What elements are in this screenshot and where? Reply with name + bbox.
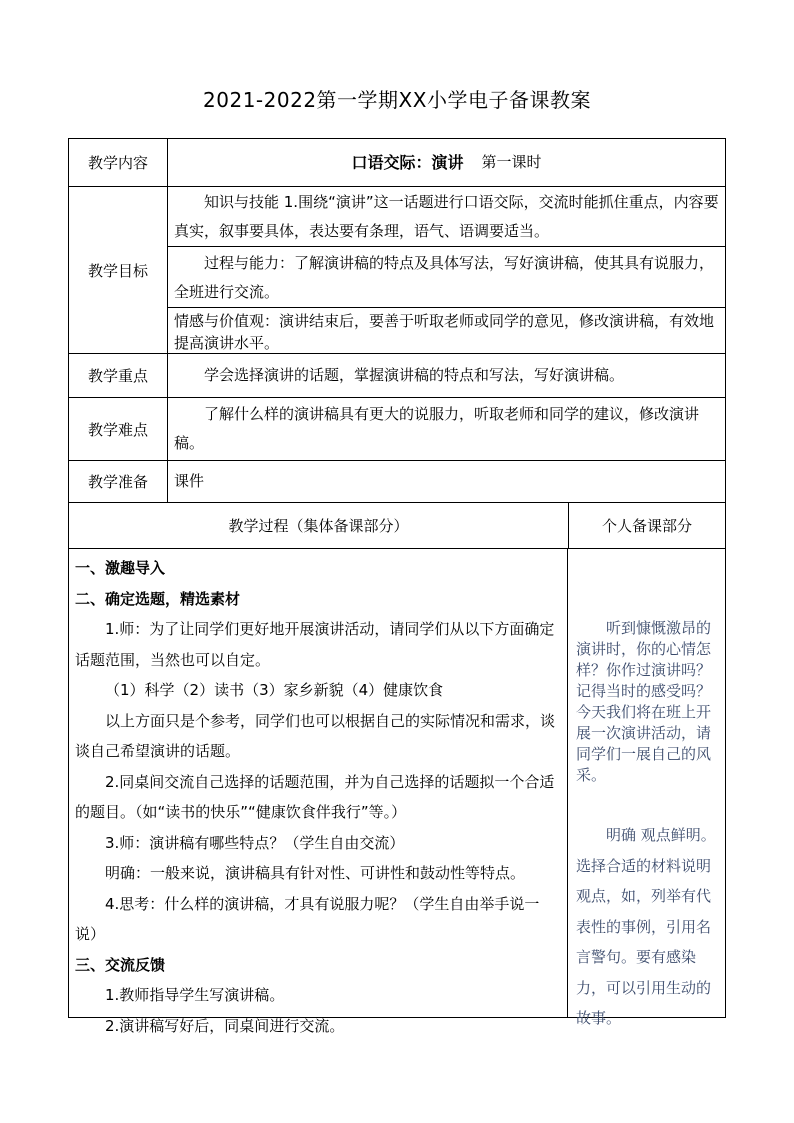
process-header-row — [68, 502, 726, 548]
process-paragraph: 3.师：演讲稿有哪些特点？（学生自由交流） — [105, 833, 405, 852]
goal-emotion: 情感与价值观：演讲结束后，要善于听取老师或同学的意见，修改演讲稿，有效地提高演讲水平。 — [174, 312, 715, 352]
lesson-plan-table — [68, 138, 726, 1035]
process-paragraph: 以上方面只是个参考，同学们也可以根据自己的实际情况和需求，谈谈自己希望演讲的话题。 — [75, 711, 556, 760]
difficulty-label: 教学难点 — [69, 398, 168, 460]
goals-label: 教学目标 — [69, 187, 168, 353]
process-paragraph: 2.同桌间交流自己选择的话题范围，并为自己选择的话题拟一个合适的题目。（如“读书的快乐”“健康饮食伴我行”等。） — [75, 772, 555, 821]
prep-value — [168, 461, 725, 502]
section-heading-1: 一、激趣导入 — [75, 559, 166, 577]
personal-header: 个人备课部分 — [601, 517, 692, 535]
lesson-period: 第一课时 — [481, 153, 542, 171]
goal-process: 过程与能力：了解演讲稿的特点及具体写法，写好演讲稿，使其具有说服力，全班进行交流。 — [168, 247, 725, 308]
key-text: 学会选择演讲的话题，掌握演讲稿的特点和写法，写好演讲稿。 — [204, 366, 625, 384]
process-paragraph: （1）科学（2）读书（3）家乡新貌（4）健康饮食 — [105, 681, 444, 699]
process-paragraph: 4.思考：什么样的演讲稿，才具有说服力呢？（学生自由举手说一说） — [75, 894, 540, 943]
process-paragraph: 明确：一般来说，演讲稿具有针对性、可讲性和鼓动性等特点。 — [105, 864, 526, 882]
content-row — [68, 138, 726, 186]
key-label: 教学重点 — [69, 354, 168, 397]
goals-row — [68, 186, 726, 353]
difficulty-text: 了解什么样的演讲稿具有更大的说服力，听取老师和同学的建议，修改演讲稿。 — [174, 405, 700, 452]
personal-note-2: 明确 观点鲜明。选择合适的材料说明观点，如，列举有代表性的事例，引用名言警句。要有感染力，可以引用生动的故事。 — [576, 826, 716, 1027]
key-value — [168, 354, 725, 397]
process-paragraph: 2.演讲稿写好后，同桌间进行交流。 — [105, 1016, 345, 1035]
process-paragraph: 1.教师指导学生写演讲稿。 — [105, 986, 285, 1004]
prep-label: 教学准备 — [69, 461, 168, 502]
personal-notes — [568, 549, 725, 1027]
process-content — [69, 549, 568, 1035]
process-header: 教学过程（集体备课部分） — [69, 503, 569, 548]
lesson-topic: 口语交际：演讲 — [351, 153, 464, 172]
process-body-row — [68, 548, 726, 1035]
prep-row — [68, 460, 726, 502]
goal-knowledge: 知识与技能 1.围绕“演讲”这一话题进行口语交际，交流时能抓住重点，内容要真实，叙事要具体，表达要有条理，语气、语调要适当。 — [168, 187, 725, 247]
content-value — [168, 139, 725, 186]
personal-note-1: 听到慷慨激昂的演讲时，你的心情怎样？你作过演讲吗？记得当时的感受吗？今天我们将在班上开展一次演讲活动，请同学们一展自己的风采。 — [576, 619, 712, 784]
section-heading-3: 三、交流反馈 — [75, 955, 166, 974]
difficulty-row — [68, 397, 726, 460]
document-title: 2021-2022第一学期XX小学电子备课教案 — [203, 88, 591, 112]
process-paragraph: 1.师：为了让同学们更好地开展演讲活动，请同学们从以下方面确定话题范围，当然也可以自定。 — [75, 620, 555, 669]
key-row — [68, 353, 726, 397]
goals-value — [168, 187, 725, 353]
prep-text: 课件 — [174, 472, 205, 490]
content-label: 教学内容 — [69, 139, 168, 186]
section-heading-2: 二、确定选题，精选素材 — [75, 589, 241, 608]
